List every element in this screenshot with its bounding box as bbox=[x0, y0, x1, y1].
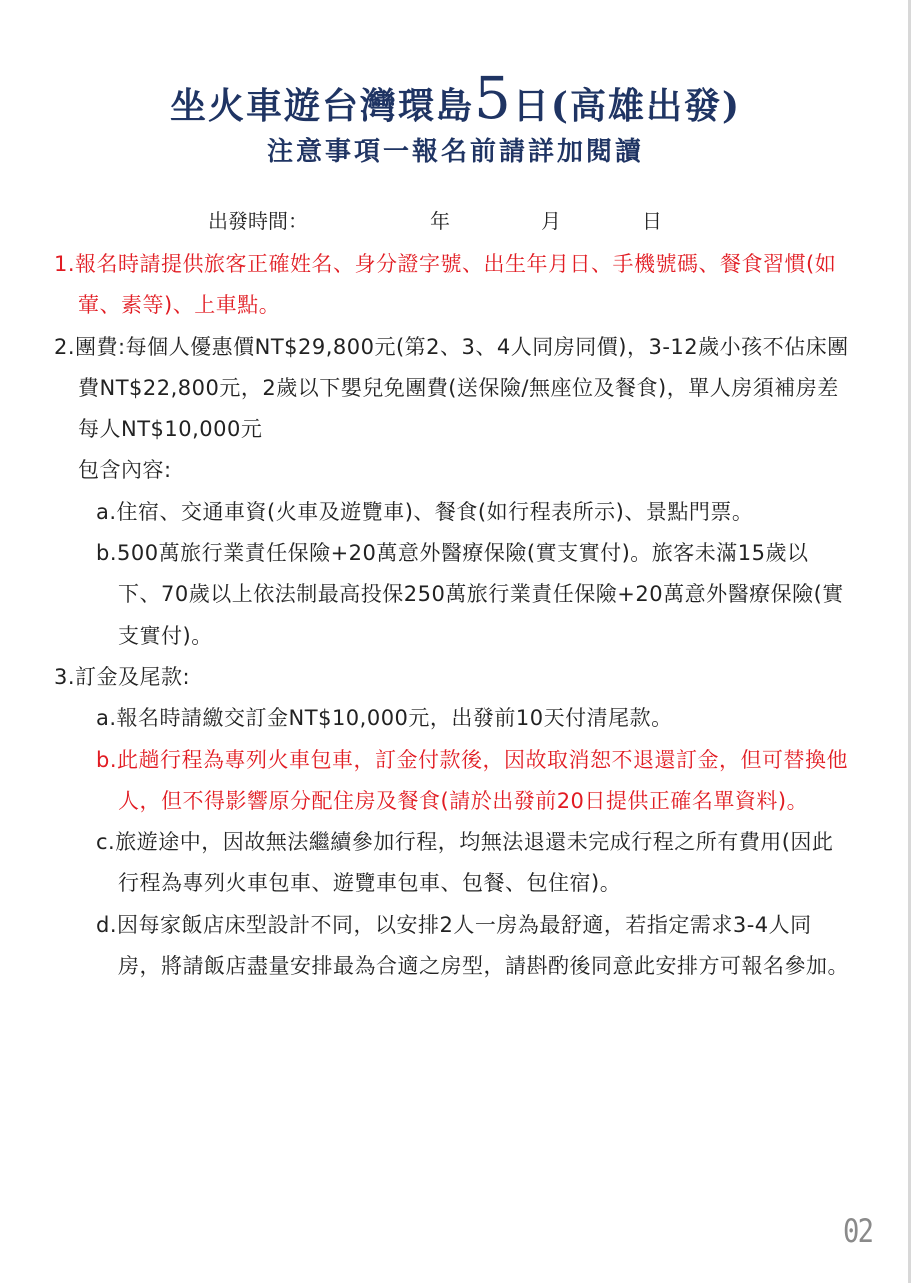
notice-item-3b: b.此趟行程為專列火車包車，訂金付款後，因故取消恕不退還訂金，但可替換他人，但不得影響原分配住房及餐食(請於出發前20日提供正確名單資料)。 bbox=[96, 747, 849, 813]
title-number: 5 bbox=[474, 64, 513, 132]
year-label: 年 bbox=[430, 209, 450, 233]
notice-item-2a: a.住宿、交通車資(火車及遊覽車)、餐食(如行程表所示)、景點門票。 bbox=[96, 499, 754, 524]
page-title bbox=[0, 66, 911, 138]
notice-item-2-include-heading: 包含內容: bbox=[78, 458, 172, 483]
notice-content bbox=[0, 244, 911, 987]
notice-item-2: 2.團費:每個人優惠價NT$29,800元(第2、3、4人同房同價)，3-12歲小孩不佔床團費NT$22,800元，2歲以下嬰兒免團費(送保險/無座位及餐食)，單人房須補房差每人NT$10,000元 bbox=[54, 334, 849, 442]
month-label: 月 bbox=[541, 209, 561, 233]
title-main: 坐火車遊台灣環島 bbox=[170, 85, 475, 127]
notice-item-3c: c.旅遊途中，因故無法繼續參加行程，均無法退還未完成行程之所有費用(因此行程為專列火車包車、遊覽車包車、包餐、包住宿)。 bbox=[96, 830, 834, 896]
title-tail: 日(高雄出發) bbox=[512, 85, 741, 127]
page-number: 02 bbox=[843, 1212, 873, 1250]
notice-item-2b: b.500萬旅行業責任保險+20萬意外醫療保險(實支實付)。旅客未滿15歲以下、70歲以上依法制最高投保250萬旅行業責任保險+20萬意外醫療保險(實支實付)。 bbox=[96, 541, 844, 648]
departure-label: 出發時間： bbox=[208, 209, 308, 233]
day-label: 日 bbox=[642, 209, 662, 233]
notice-item-3a: a.報名時請繳交訂金NT$10,000元，出發前10天付清尾款。 bbox=[96, 706, 673, 731]
notice-item-3d: d.因每家飯店床型設計不同，以安排2人一房為最舒適，若指定需求3-4人同房，將請飯店盡量安排最為合適之房型，請斟酌後同意此安排方可報名參加。 bbox=[96, 912, 849, 979]
page-subtitle: 注意事項一報名前請詳加閱讀 bbox=[266, 137, 644, 167]
notice-item-3: 3.訂金及尾款: bbox=[54, 664, 191, 689]
notice-item-1: 1.報名時請提供旅客正確姓名、身分證字號、出生年月日、手機號碼、餐食習慣(如葷、素等)、上車點。 bbox=[54, 252, 837, 318]
